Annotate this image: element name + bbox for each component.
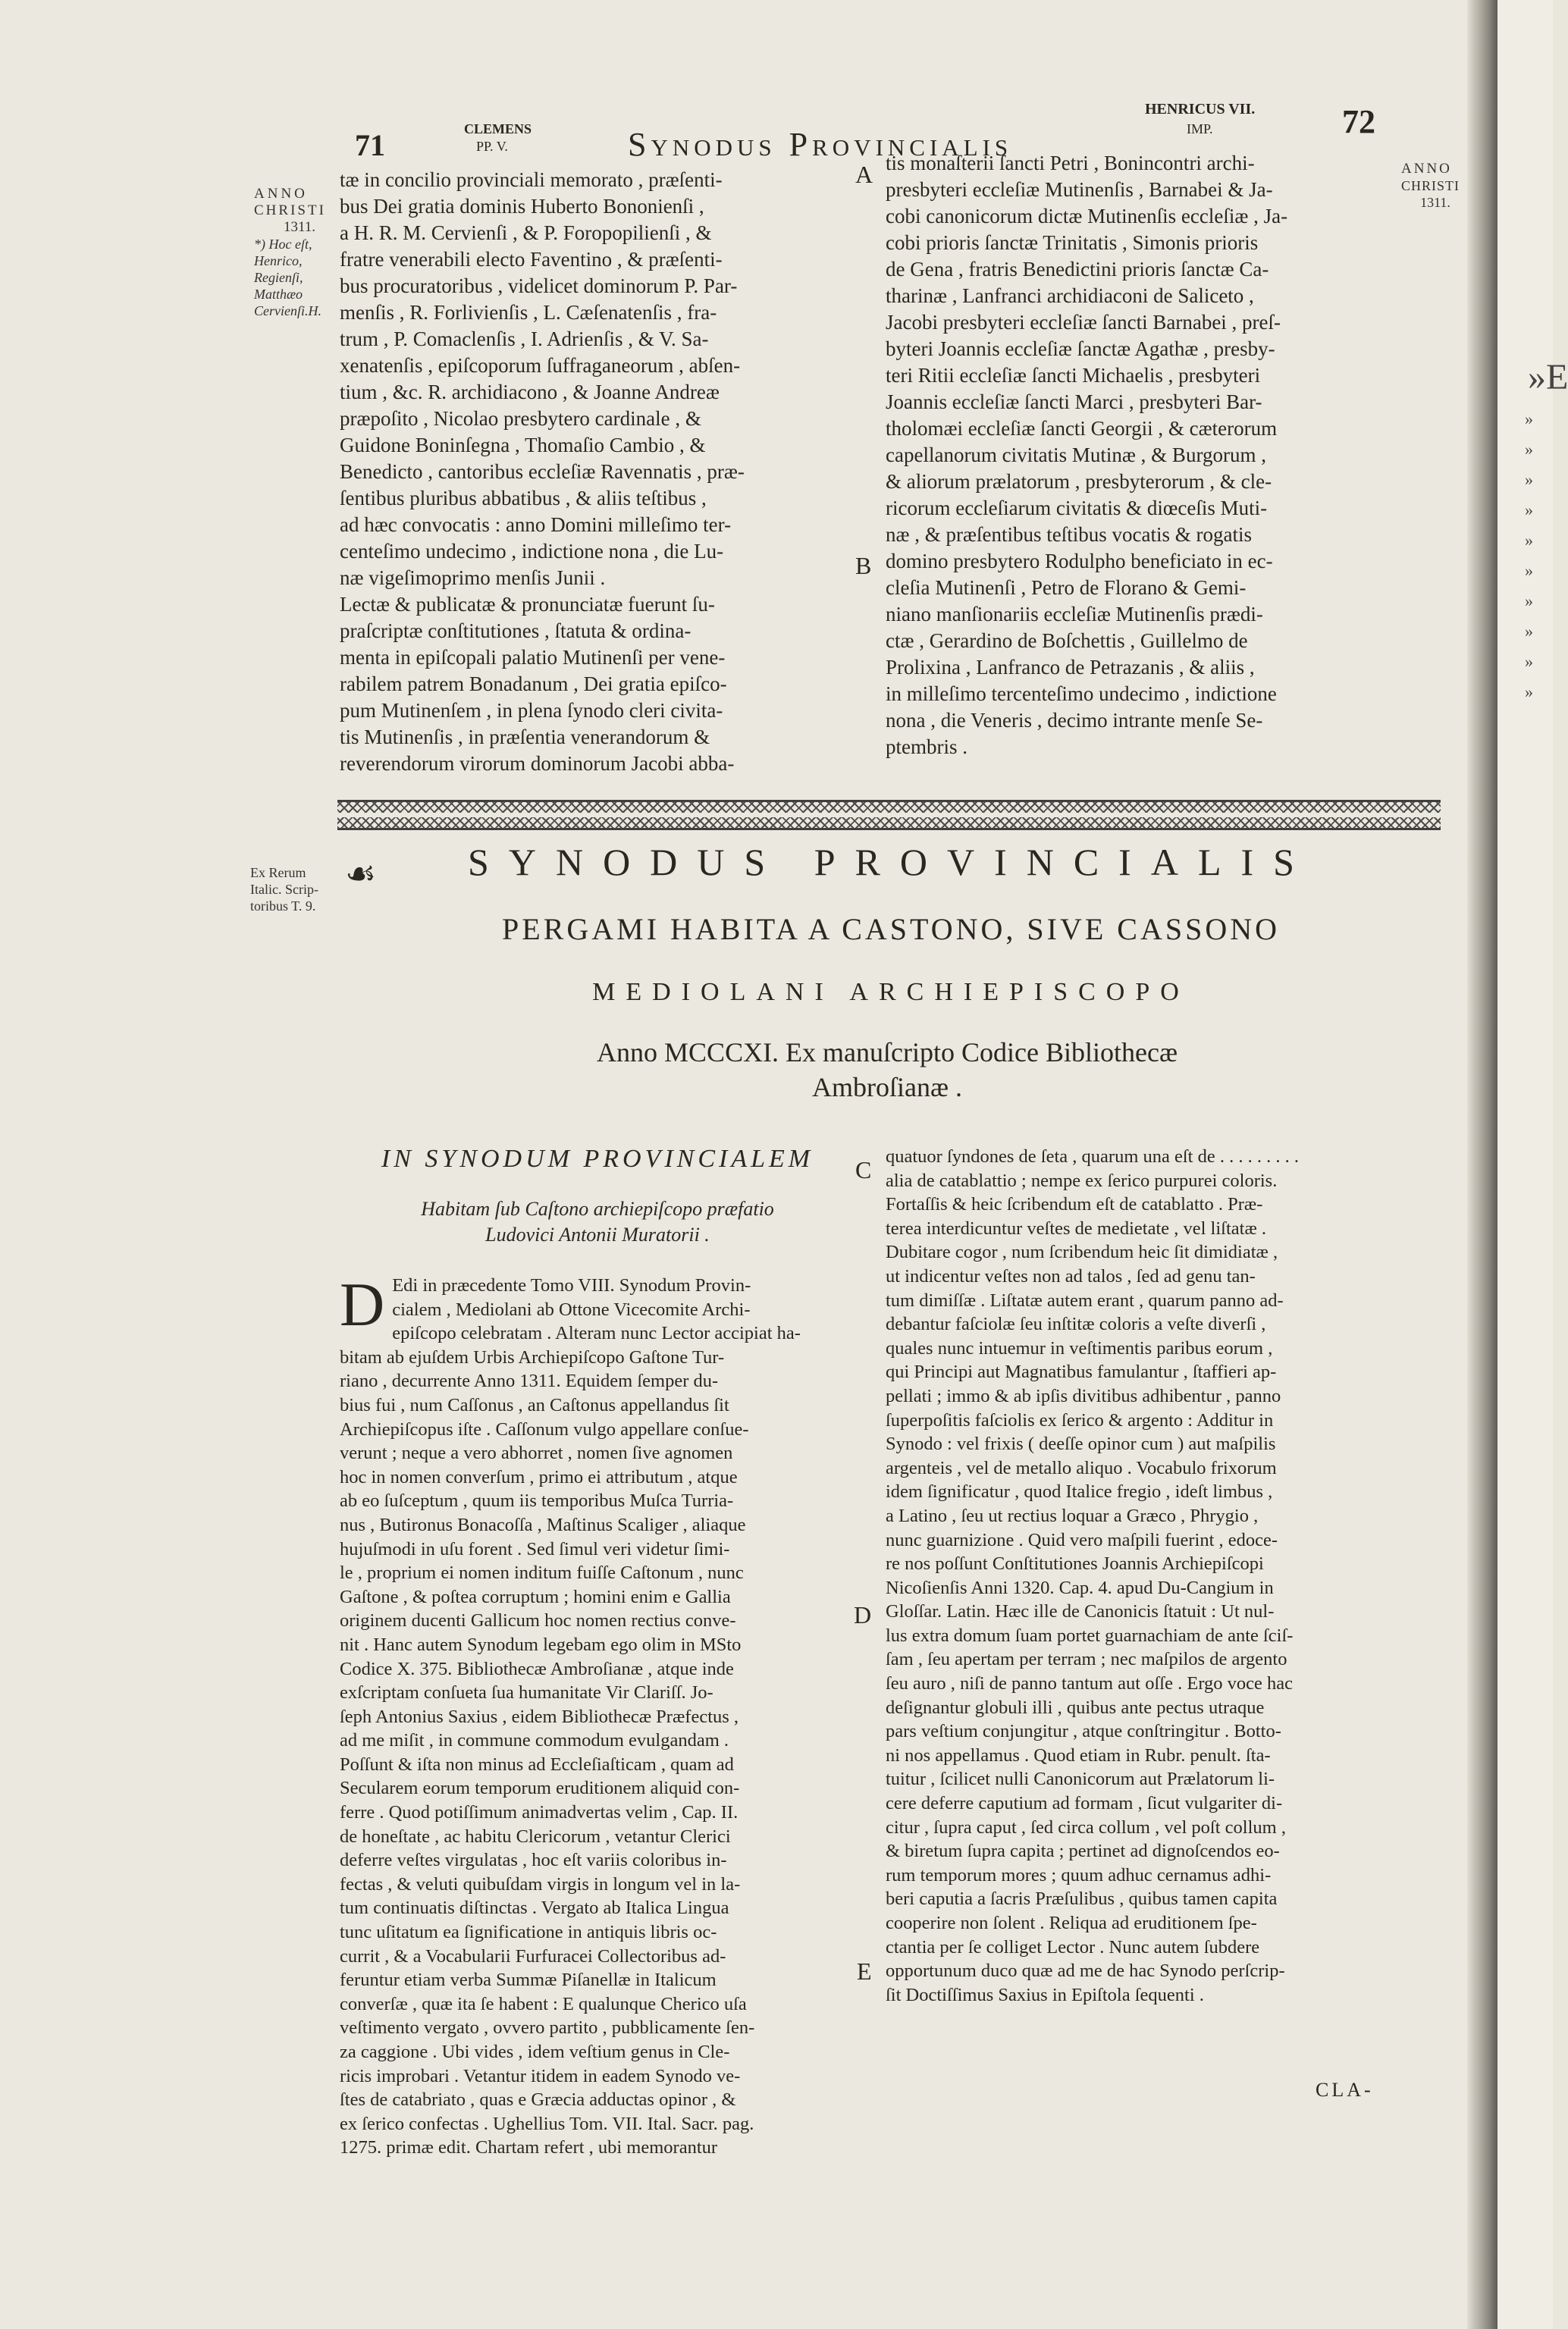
text-line: pars veſtium conjungitur , atque conſtringitur . Botto- (886, 1721, 1281, 1742)
text-line: nit . Hanc autem Synodum legebam ego olim in MSto (340, 1634, 742, 1655)
text-line: Joannis eccleſiæ ſancti Marci , presbyteri Bar- (886, 390, 1262, 413)
drop-cap: D (340, 1270, 385, 1339)
text-line: Lectæ & publicatæ & pronunciatæ fuerunt ſu- (340, 593, 715, 616)
text-line: ſuperpoſitis faſciolis ex ſerico & argento : Additur in (886, 1409, 1274, 1431)
text-line: ab eo ſuſceptum , quum iis temporibus Muſca Turria- (340, 1490, 734, 1512)
text-line: ſtes de catabriato , quas e Græcia adductas opinor , & (340, 2089, 736, 2111)
text-line: in milleſimo tercenteſimo undecimo , indictione (886, 682, 1277, 705)
section-marker-c: C (855, 1156, 872, 1183)
christi-label: CHRISTI (1401, 178, 1460, 193)
text-line: tharinæ , Lanfranci archidiaconi de Saliceto , (886, 284, 1254, 307)
text-line: præpoſito , Nicolao presbytero cardinale , & (340, 407, 701, 430)
text-line: ad me miſit , in commune commodum evulgandam . (340, 1730, 729, 1751)
text-line: Archiepiſcopus iſte . Caſſonum vulgo appellare conſue- (340, 1418, 749, 1440)
text-line: ni nos appellamus . Quod etiam in Rubr. penult. ſta- (886, 1744, 1271, 1766)
preface-left-column (340, 1270, 854, 2160)
left-running-head: CLEMENS (464, 121, 532, 136)
text-line: hujuſmodi in uſu forent . Sed ſimul veri videtur ſimi- (340, 1538, 730, 1559)
left-page-number: 71 (355, 128, 385, 162)
text-line: niano manſionariis eccleſiæ Mutinenſis prædi- (886, 603, 1263, 625)
source-line-1: Anno MCCCXI. Ex manuſcripto Codice Bibliothecæ (597, 1037, 1178, 1067)
text-line: converſæ , quæ ita ſe habent : E qualunque Cherico uſa (340, 1993, 747, 2014)
right-running-head: HENRICUS VII. (1145, 101, 1256, 118)
text-line: ſentibus pluribus abbatibus , & aliis teſtibus , (340, 487, 707, 509)
text-line: le , proprium ei nomen inditum fuiſſe Caſtonum , nunc (340, 1563, 744, 1584)
anno-label: ANNO (1401, 161, 1452, 177)
text-line: domino presbytero Rodulpho beneficiato in ec- (886, 550, 1273, 572)
source-line-2: Ambroſianæ . (812, 1072, 962, 1102)
text-line: Synodo : vel frixis ( deeſſe opinor cum ) aut maſpilis (886, 1434, 1276, 1455)
preface-right-column (886, 1145, 1401, 2007)
synod-subtitle: PERGAMI HABITA A CASTONO, SIVE CASSONO (502, 912, 1280, 946)
text-line: pellati ; immo & ab ipſis divitibus adhibentur , panno (886, 1385, 1281, 1406)
page-gutter (1467, 0, 1497, 2329)
footnote-line: Matthæo (254, 287, 303, 302)
right-running-head-2: IMP. (1187, 121, 1213, 136)
text-line: cobi canonicorum dictæ Mutinenſis eccleſiæ , Ja- (886, 205, 1288, 227)
text-line: ricorum eccleſiarum civitatis & diœceſis Muti- (886, 497, 1268, 519)
text-line: byteri Joannis eccleſiæ ſanctæ Agathæ , presby- (886, 337, 1275, 360)
text-line: ut indicentur veſtes non ad talos , ſed ad genu tan- (886, 1265, 1256, 1287)
text-line: 1275. primæ edit. Chartam refert , ubi memorantur (340, 2137, 718, 2158)
text-line: rabilem patrem Bonadanum , Dei gratia epiſco- (340, 672, 727, 695)
synod-title: SYNODUS PROVINCIALIS (468, 841, 1314, 883)
margin-note-year-left (254, 186, 345, 319)
text-line: Poſſunt & iſta non minus ad Eccleſiaſticam , quam ad (340, 1754, 734, 1775)
next-page-edge: »E » » » » » » » » » » (1497, 0, 1553, 2329)
source-note (250, 864, 341, 914)
text-line: originem ducenti Gallicum hoc nomen rectius conve- (340, 1610, 736, 1632)
text-line: praſcriptæ conſtitutiones , ſtatuta & ordina- (340, 619, 691, 642)
section-marker-e: E (857, 1958, 872, 1985)
text-line: menſis , R. Forlivienſis , L. Cæſenatenſis , fra- (340, 301, 717, 324)
text-line: de honeſtate , ac habitu Clericorum , vetantur Clerici (340, 1826, 731, 1847)
text-line: feruntur etiam verba Summæ Piſanellæ in Italicum (340, 1970, 717, 1991)
year-label: 1311. (1420, 195, 1450, 210)
text-line: capellanorum civitatis Mutinæ , & Burgorum , (886, 444, 1266, 466)
text-line: beri caputia a ſacris Præſulibus , quibus tamen capita (886, 1889, 1278, 1910)
text-line: teri Ritii eccleſiæ ſancti Michaelis , presbyteri (886, 364, 1261, 387)
text-line: hoc in nomen converſum , primo ei attributum , atque (340, 1466, 738, 1487)
text-line: Nicoſienſis Anni 1320. Cap. 4. apud Du-Cangium in (886, 1577, 1274, 1598)
text-line: nus , Butironus Bonacoſſa , Maſtinus Scaliger , aliaque (340, 1514, 746, 1535)
ornament-band (337, 800, 1441, 830)
text-line: Fortaſſis & heic ſcribendum eſt de catablatto . Præ- (886, 1194, 1263, 1215)
source-note-line: Italic. Scrip- (250, 882, 318, 897)
text-line: & biretum ſupra capita ; pertinet ad dignoſcendos eo- (886, 1841, 1280, 1862)
text-line: presbyteri eccleſiæ Mutinenſis , Barnabei & Ja- (886, 178, 1273, 201)
text-line: Secularem eorum temporum eruditionem aliquid con- (340, 1778, 740, 1799)
text-line: tum dimiſſæ . Liſtatæ autem erant , quarum panno ad- (886, 1290, 1284, 1311)
synod-source-line (485, 1035, 1289, 1105)
text-line: qui Principi aut Magnatibus famulantur , ſtaffieri ap- (886, 1362, 1277, 1383)
text-line: debantur faſciolæ ſeu inſtitæ coloris a veſte diverſi , (886, 1314, 1266, 1335)
text-line: ctæ , Gerardino de Boſchettis , Guillelmo de (886, 629, 1248, 652)
synod-archbishop-line: MEDIOLANI ARCHIEPISCOPO (592, 978, 1190, 1006)
christi-label: CHRISTI (254, 202, 326, 218)
text-line: tis monaſterii ſancti Petri , Bonincontri archi- (886, 152, 1255, 174)
anno-label: ANNO (254, 186, 308, 202)
text-line: ex ſerico confectas . Ughellius Tom. VII. Ital. Sacr. pag. (340, 2113, 754, 2134)
text-line: Jacobi presbyteri eccleſiæ ſancti Barnabei , preſ- (886, 311, 1281, 334)
text-line: & aliorum prælatorum , presbyterorum , & cle- (886, 470, 1272, 493)
text-line: veſtimento vergato , ovvero partito , pubblicamente ſen- (340, 2017, 755, 2039)
left-running-head-2: PP. V. (476, 139, 508, 154)
text-line: epiſcopo celebratam . Alteram nunc Lector accipiat ha- (392, 1323, 801, 1344)
text-line: ricis improbari . Vetantur itidem in eadem Synodo ve- (340, 2065, 741, 2086)
catchword: CLA- (1316, 2079, 1374, 2101)
text-line: cleſia Mutinenſi , Petro de Florano & Gemi- (886, 576, 1247, 599)
text-line: rum temporum mores ; quum adhuc cernamus adhi- (886, 1864, 1272, 1885)
text-line: exſcriptam conſueta ſua humanitate Vir Clariſſ. Jo- (340, 1682, 713, 1704)
source-note-line: Ex Rerum (250, 865, 306, 880)
text-line: Codice X. 375. Bibliothecæ Ambroſianæ , atque inde (340, 1658, 734, 1679)
text-line: bus procuratoribus , videlicet dominorum P. Par- (340, 274, 738, 297)
text-line: za caggione . Ubi vides , idem veſtium genus in Cle- (340, 2042, 730, 2062)
text-line: Gloſſar. Latin. Hæc ille de Canonicis ſtatuit : Ut nul- (886, 1601, 1275, 1622)
text-line: Guidone Boninſegna , Thomaſio Cambio , & (340, 434, 706, 456)
text-line: xenatenſis , epiſcoporum ſuffraganeorum , abſen- (340, 354, 741, 377)
text-line: tis Mutinenſis , in præſentia venerandorum & (340, 726, 710, 748)
preface-subtitle (340, 1196, 855, 1248)
text-line: ferre . Quod potiſſimum animadvertas velim , Cap. II. (340, 1802, 739, 1823)
source-note-line: toribus T. 9. (250, 898, 316, 914)
text-line: næ , & præſentibus teſtibus vocatis & rogatis (886, 523, 1252, 546)
text-line: cialem , Mediolani ab Ottone Vicecomite Archi- (392, 1299, 751, 1320)
text-line: bitam ab ejuſdem Urbis Archiepiſcopo Gaſtone Tur- (340, 1346, 725, 1368)
text-line: a H. R. M. Cervienſi , & P. Foropopilienſi , & (340, 221, 712, 244)
text-line: ad hæc convocatis : anno Domini milleſimo ter- (340, 513, 732, 536)
text-line: ſit Doctiſſimus Saxius in Epiſtola ſequenti . (886, 1984, 1204, 2005)
text-line: næ vigeſimoprimo menſis Junii . (340, 566, 606, 589)
text-line: tuitur , ſcilicet nulli Canonicorum aut Prælatorum li- (886, 1769, 1275, 1790)
year-label: 1311. (283, 219, 316, 235)
text-line: ctantia per ſe colliget Lector . Nunc autem ſubdere (886, 1936, 1260, 1958)
text-line: ſeu auro , niſi de panno tantum aut oſſe . Ergo voce hac (886, 1673, 1294, 1694)
text-line: cobi prioris ſanctæ Trinitatis , Simonis prioris (886, 231, 1259, 254)
margin-note-year-right (1401, 161, 1469, 211)
text-line: centeſimo undecimo , indictione nona , die Lu- (340, 540, 724, 563)
text-line: reverendorum virorum dominorum Jacobi abba- (340, 752, 735, 775)
text-line: pum Mutinenſem , in plena ſynodo cleri civita- (340, 699, 723, 722)
text-line: fectas , & veluti quibuſdam virgis in longum vel in la- (340, 1873, 741, 1895)
text-line: cooperire non ſolent . Reliqua ad eruditionem ſpe- (886, 1913, 1257, 1933)
text-line: trum , P. Comaclenſis , I. Adrienſis , & V. Sa- (340, 328, 709, 350)
section-marker-b: B (855, 552, 872, 579)
text-line: currit , & a Vocabularii Furfuracei Collectoribus ad- (340, 1945, 726, 1967)
text-line: bius fui , num Caſſonus , an Caſtonus appellandus ſit (340, 1394, 729, 1415)
text-line: ſam , ſeu apertam per terram ; nec maſpilos de argento (886, 1649, 1287, 1670)
top-right-column (886, 150, 1401, 760)
footnote-line: Cervienſi.H. (254, 303, 321, 318)
text-line: tunc uſitatum ea ſignificatione in antiquis libris oc- (340, 1922, 717, 1943)
preface-subtitle-line: Habitam ſub Caſtono archiepiſcopo præfatio (421, 1198, 774, 1220)
preface-heading: IN SYNODUM PROVINCIALEM (381, 1145, 814, 1173)
text-line: re nos poſſunt Conſtitutiones Joannis Archiepiſcopi (886, 1553, 1264, 1575)
text-line: nona , die Veneris , decimo intrante menſe Se- (886, 709, 1263, 732)
text-line: Benedicto , cantoribus eccleſiæ Ravennatis , præ- (340, 460, 745, 483)
text-line: quales nunc intuemur in veſtimentis paribus eorum , (886, 1337, 1273, 1359)
text-line: deferre veſtes virgulatas , hoc eſt variis coloribus in- (340, 1850, 727, 1871)
leaf-ornament-icon: ☙ (345, 853, 377, 894)
right-page-number: 72 (1342, 103, 1375, 140)
text-line: bus Dei gratia dominis Huberto Bononienſi , (340, 195, 704, 218)
section-marker-d: D (854, 1601, 872, 1628)
text-line: a Latino , ſeu ut rectius loquar a Græco , Phrygio , (886, 1505, 1259, 1526)
text-line: quatuor ſyndones de ſeta , quarum una eſt de . . . . . . . . . (886, 1146, 1299, 1167)
top-left-column (340, 167, 840, 777)
text-line: argenteis , vel de metallo aliquo . Vocabulo frixorum (886, 1457, 1277, 1478)
text-line: fratre venerabili electo Faventino , & præſenti- (340, 248, 723, 271)
text-line: Gaſtone , & poſtea corruptum ; homini enim e Gallia (340, 1586, 731, 1607)
text-line: tium , &c. R. archidiacono , & Joanne Andreæ (340, 381, 720, 403)
text-line: tæ in concilio provinciali memorato , præſenti- (340, 168, 723, 191)
text-line: tum continuatis diſtinctas . Vergato ab Italica Lingua (340, 1898, 729, 1919)
text-line: deſignantur globuli illi , quibus ante pectus utraque (886, 1697, 1265, 1718)
text-line: nunc guarnizione . Quid vero maſpili fuerint , edoce- (886, 1529, 1278, 1550)
page-title: Synodus Provincialis (628, 126, 1013, 163)
text-line: idem ſignificatur , quod Italice fregio , ideſt limbus , (886, 1481, 1273, 1503)
footnote-line: Regienſi, (254, 270, 303, 285)
text-line: opportunum duco quæ ad me de hac Synodo perſcrip- (886, 1961, 1285, 1982)
text-line: Dubitare cogor , num ſcribendum heic ſit dimidiatæ , (886, 1242, 1278, 1263)
footnote-line: Henrico, (254, 253, 303, 268)
text-line: verunt ; neque a vero abhorret , nomen ſive agnomen (340, 1443, 733, 1464)
section-marker-a: A (855, 161, 873, 188)
text-line: ſeph Antonius Saxius , eidem Bibliothecæ Præfectus , (340, 1706, 739, 1727)
text-line: cere deferre caputium ad formam , ſicut vulgariter di- (886, 1793, 1283, 1814)
footnote-line: *) Hoc eſt, (254, 237, 312, 252)
text-line: riano , decurrente Anno 1311. Equidem ſemper du- (340, 1371, 719, 1392)
text-line: Prolixina , Lanfranco de Petrazanis , & aliis , (886, 656, 1255, 679)
text-line: ptembris . (886, 735, 967, 758)
text-line: lus extra domum ſuam portet guarnachiam de ante ſciſ- (886, 1625, 1294, 1646)
text-line: menta in epiſcopali palatio Mutinenſi per vene- (340, 646, 726, 669)
text-line: de Gena , fratris Benedictini prioris ſanctæ Ca- (886, 258, 1269, 281)
text-line: tholomæi eccleſiæ ſancti Georgii , & cæterorum (886, 417, 1278, 440)
text-line: Edi in præcedente Tomo VIII. Synodum Provin- (392, 1275, 751, 1296)
text-line: citur , ſupra caput , ſed circa collum , vel poſt collum , (886, 1816, 1286, 1838)
text-line: alia de catablattio ; nempe ex ſerico purpurei coloris. (886, 1170, 1278, 1191)
preface-subtitle-line: Ludovici Antonii Muratorii . (485, 1224, 710, 1246)
text-line: terea interdicuntur veſtes de medietate , vel liſtatæ . (886, 1218, 1267, 1239)
